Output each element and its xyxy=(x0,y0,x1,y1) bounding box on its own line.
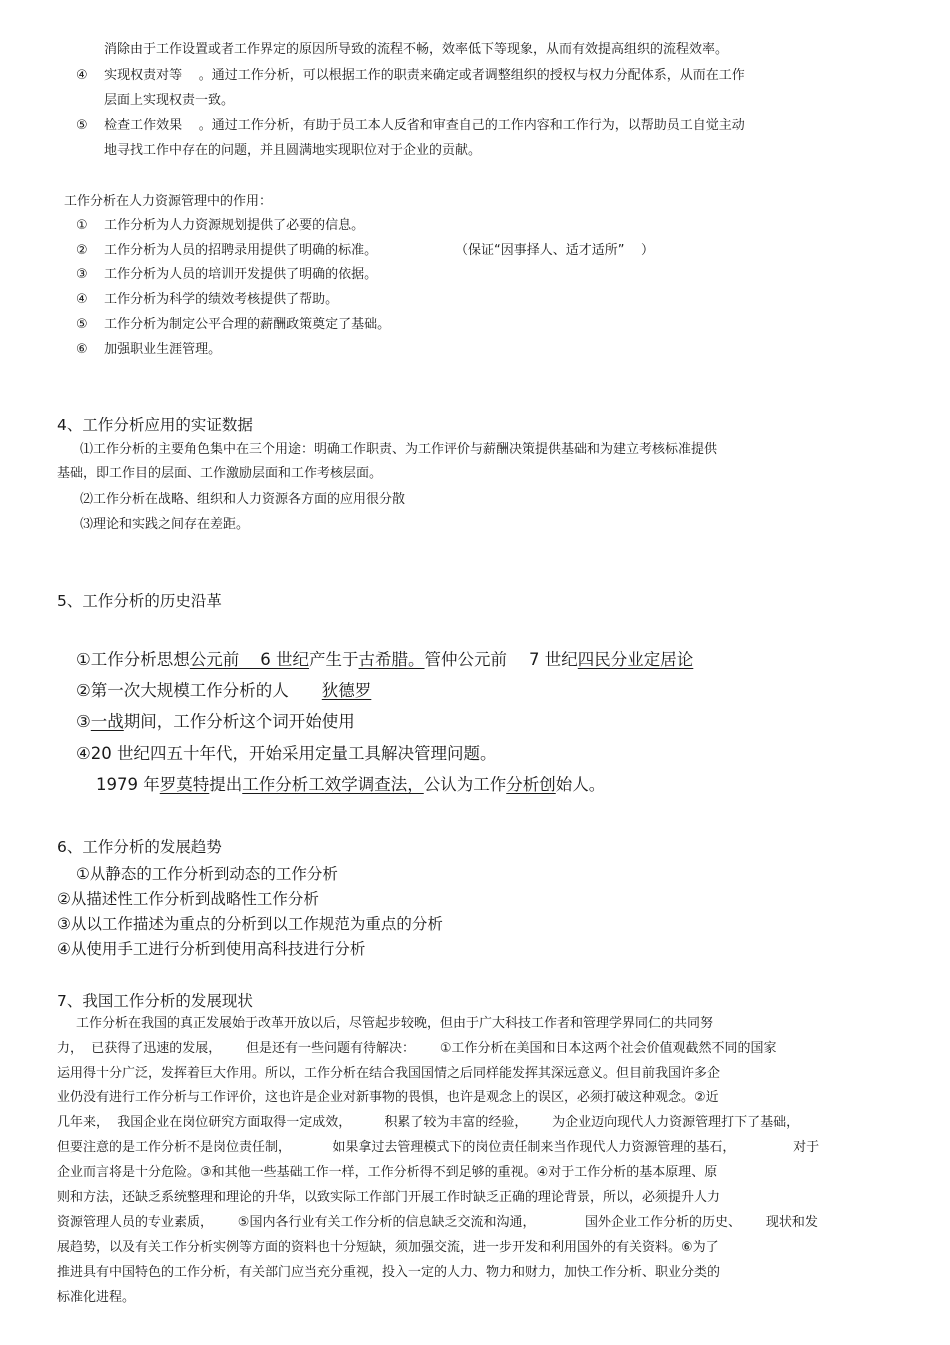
status-line: 工作分析在我国的真正发展始于改革开放以后，尽管起步较晚，但由于广大科技工作者和管理学界同仁的共同努 xyxy=(76,1016,714,1031)
hr-role-item: ⑥ 加强职业生涯管理。 xyxy=(76,342,222,357)
status-line: 资源管理人员的专业素质， ⑤国内各行业有关工作分析的信息缺乏交流和沟通， 国外企业工作分析的历史、 现状和发 xyxy=(57,1215,818,1230)
section4-line: ⑵工作分析在战略、组织和人力资源各方面的应用很分散 xyxy=(80,492,406,507)
history-item-2: ②第一次大规模工作分析的人 狄德罗 xyxy=(76,681,372,700)
section4-heading: 4、工作分析应用的实证数据 xyxy=(57,416,253,434)
section4-line: 基础，即工作目的层面、工作激励层面和工作考核层面。 xyxy=(57,466,383,481)
intro-line: ④ 实现权责对等 。通过工作分析，可以根据工作的职责来确定或者调整组织的授权与权力分配体系，从而在工作 xyxy=(76,68,745,83)
history-item-3: ③一战期间，工作分析这个词开始使用 xyxy=(76,712,355,731)
trend-item: ③从以工作描述为重点的分析到以工作规范为重点的分析 xyxy=(57,915,443,933)
trend-item: ④从使用手工进行分析到使用高科技进行分析 xyxy=(57,940,366,958)
hr-role-item: ① 工作分析为人力资源规划提供了必要的信息。 xyxy=(76,218,365,233)
hr-role-item: ③ 工作分析为人员的培训开发提供了明确的依据。 xyxy=(76,267,378,282)
section7-heading: 7、我国工作分析的发展现状 xyxy=(57,992,253,1010)
status-line: 几年来， 我国企业在岗位研究方面取得一定成效， 积累了较为丰富的经验， 为企业迈向现代人力资源管理打下了基础， xyxy=(57,1115,800,1130)
status-line: 企业而言将是十分危险。③和其他一些基础工作一样，工作分析得不到足够的重视。④对于工作分析的基本原理、原 xyxy=(57,1165,718,1180)
trend-item: ①从静态的工作分析到动态的工作分析 xyxy=(76,865,338,883)
intro-line: ⑤ 检查工作效果 。通过工作分析，有助于员工本人反省和审查自己的工作内容和工作行为，以帮助员工自觉主动 xyxy=(76,118,745,133)
status-line: 标准化进程。 xyxy=(57,1290,136,1305)
hr-role-item: ⑤ 工作分析为制定公平合理的薪酬政策奠定了基础。 xyxy=(76,317,391,332)
status-line: 但要注意的是工作分析不是岗位责任制， 如果拿过去管理模式下的岗位责任制来当作现代人力资源管理的基石， 对于 xyxy=(57,1140,820,1155)
history-item-1: ①工作分析思想公元前 6 世纪产生于古希腊。管仲公元前 7 世纪四民分业定居论 xyxy=(76,650,694,669)
status-line: 运用得十分广泛，发挥着巨大作用。所以，工作分析在结合我国国情之后同样能发挥其深远意义。但目前我国许多企 xyxy=(57,1066,721,1081)
status-line: 力， 已获得了迅速的发展， 但是还有一些问题有待解决： ①工作分析在美国和日本这两个社会价值观截然不同的国家 xyxy=(57,1041,777,1056)
section5-heading: 5、工作分析的历史沿革 xyxy=(57,592,222,610)
trend-item: ②从描述性工作分析到战略性工作分析 xyxy=(57,890,319,908)
section6-heading: 6、工作分析的发展趋势 xyxy=(57,838,222,856)
history-item-5: 1979 年罗莫特提出工作分析工效学调查法，公认为工作分析创始人。 xyxy=(96,775,606,794)
status-line: 推进具有中国特色的工作分析，有关部门应当充分重视，投入一定的人力、物力和财力，加快工作分析、职业分类的 xyxy=(57,1265,721,1280)
status-line: 业仍没有进行工作分析与工作评价，这也许是企业对新事物的畏惧，也许是观念上的误区，必须打破这种观念。②近 xyxy=(57,1090,719,1105)
intro-line: 地寻找工作中存在的问题，并且圆满地实现职位对于企业的贡献。 xyxy=(104,143,482,158)
status-line: 展趋势，以及有关工作分析实例等方面的资料也十分短缺，须加强交流，进一步开发和利用国外的有关资料。⑥为了 xyxy=(57,1240,719,1255)
status-line: 则和方法，还缺乏系统整理和理论的升华，以致实际工作部门开展工作时缺乏正确的理论背景，所以，必须提升人力 xyxy=(57,1190,721,1205)
hr-role-item: ② 工作分析为人员的招聘录用提供了明确的标准。 xyxy=(76,243,378,258)
intro-line: 消除由于工作设置或者工作界定的原因所导致的流程不畅，效率低下等现象，从而有效提高组织的流程效率。 xyxy=(104,42,729,57)
section4-line: ⑴工作分析的主要角色集中在三个用途：明确工作职责、为工作评价与薪酬决策提供基础和为建立考核标准提供 xyxy=(80,442,718,457)
hr-role-title: 工作分析在人力资源管理中的作用： xyxy=(64,194,273,209)
hr-role-note: （保证“因事择人、适才适所” ） xyxy=(455,243,654,258)
hr-role-item: ④ 工作分析为科学的绩效考核提供了帮助。 xyxy=(76,292,339,307)
history-item-4: ④20 世纪四五十年代，开始采用定量工具解决管理问题。 xyxy=(76,744,497,763)
intro-line: 层面上实现权责一致。 xyxy=(104,93,235,108)
section4-line: ⑶理论和实践之间存在差距。 xyxy=(80,517,250,532)
